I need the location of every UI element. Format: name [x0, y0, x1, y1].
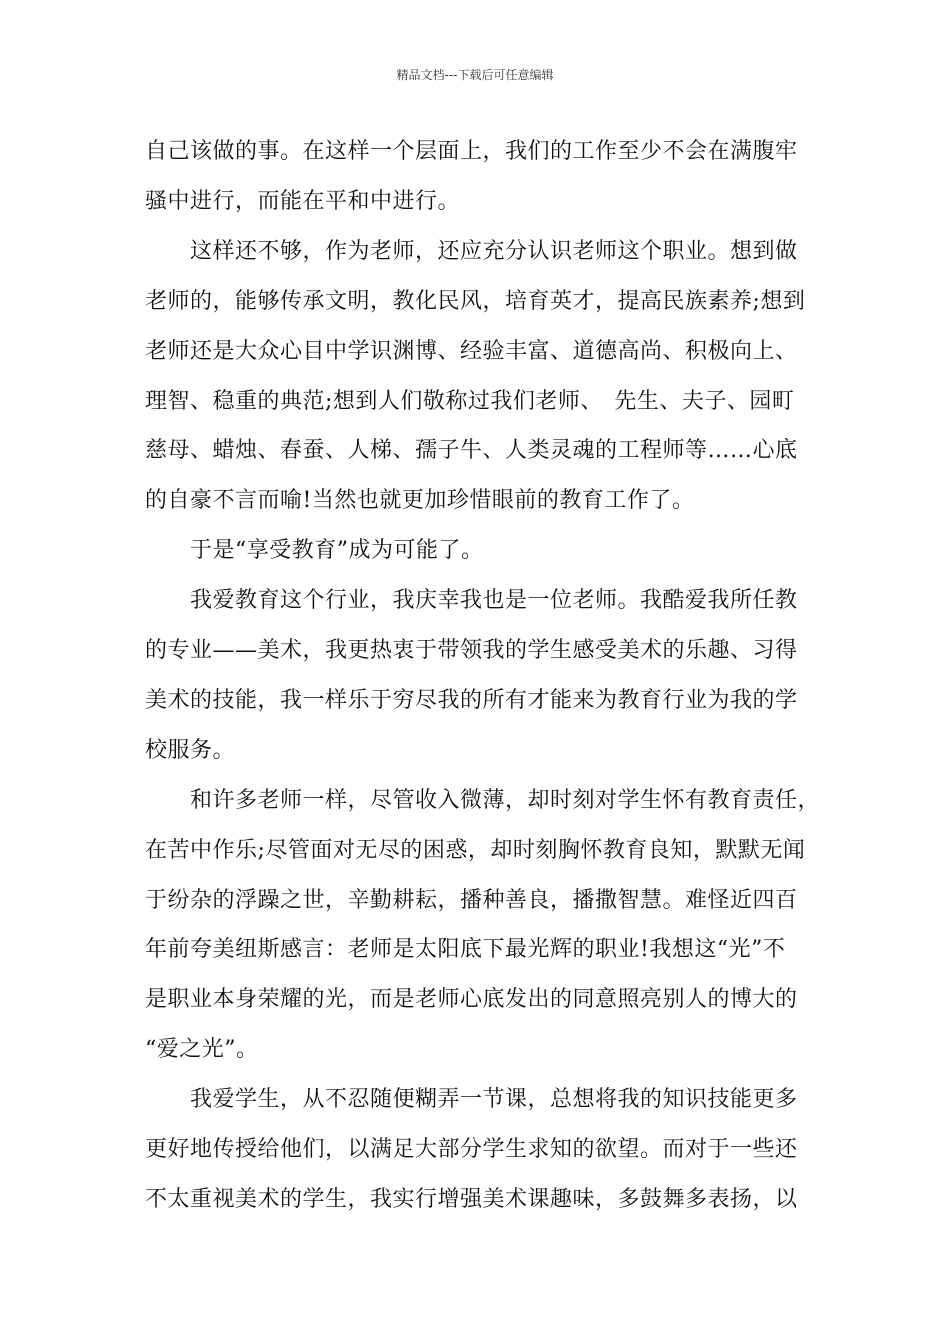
text-line: 慈母、蜡烛、春蚕、人梯、孺子牛、人类灵魂的工程师等……心底	[145, 438, 798, 464]
text-line: 理智、稳重的典范;想到人们敬称过我们老师、 先生、夫子、园町	[145, 388, 795, 414]
paragraph-first-line: 这样还不够，作为老师，还应充分认识老师这个职业。想到做	[190, 238, 798, 264]
paragraph-first-line: 和许多老师一样，尽管收入微薄，却时刻对学生怀有教育责任，	[190, 787, 821, 813]
text-line: 美术的技能，我一样乐于穷尽我的所有才能来为教育行业为我的学	[145, 687, 798, 713]
text-line: 不太重视美术的学生，我实行增强美术课趣味，多鼓舞多表扬，以	[145, 1186, 798, 1212]
text-line: 更好地传授给他们，以满足大部分学生求知的欲望。而对于一些还	[145, 1137, 798, 1162]
paragraph-first-line: 于是“享受教育”成为可能了。	[190, 538, 484, 564]
text-line: 老师还是大众心目中学识渊博、经验丰富、道德高尚、积极向上、	[145, 338, 798, 364]
text-line: 年前夸美纽斯感言：老师是太阳底下最光辉的职业!我想这“光”不	[145, 937, 786, 963]
paragraph-first-line: 我爱学生，从不忍随便糊弄一节课，总想将我的知识技能更多	[190, 1087, 798, 1113]
text-line: 自己该做的事。在这样一个层面上，我们的工作至少不会在满腹牢	[145, 139, 798, 164]
page-header: 精品文档---下载后可任意编辑	[396, 68, 554, 82]
text-line: 在苦中作乐;尽管面对无尽的困惑，却时刻胸怀教育良知，默默无闻	[145, 837, 806, 863]
text-line: 校服务。	[145, 737, 236, 763]
text-line: 的专业——美术，我更热衷于带领我的学生感受美术的乐趣、习得	[145, 638, 798, 663]
text-line: “爱之光”。	[145, 1037, 259, 1063]
text-line: 老师的，能够传承文明，教化民风，培育英才，提高民族素养;想到	[145, 288, 806, 314]
paragraph-first-line: 我爱教育这个行业，我庆幸我也是一位老师。我酷爱我所任教	[190, 588, 798, 614]
text-line: 于纷杂的浮躁之世，辛勤耕耘，播种善良，播撒智慧。难怪近四百	[145, 887, 798, 913]
text-line: 骚中进行，而能在平和中进行。	[145, 188, 461, 214]
text-line: 是职业本身荣耀的光，而是老师心底发出的同意照亮别人的博大的	[145, 987, 798, 1013]
text-line: 的自豪不言而喻!当然也就更加珍惜眼前的教育工作了。	[145, 488, 695, 514]
